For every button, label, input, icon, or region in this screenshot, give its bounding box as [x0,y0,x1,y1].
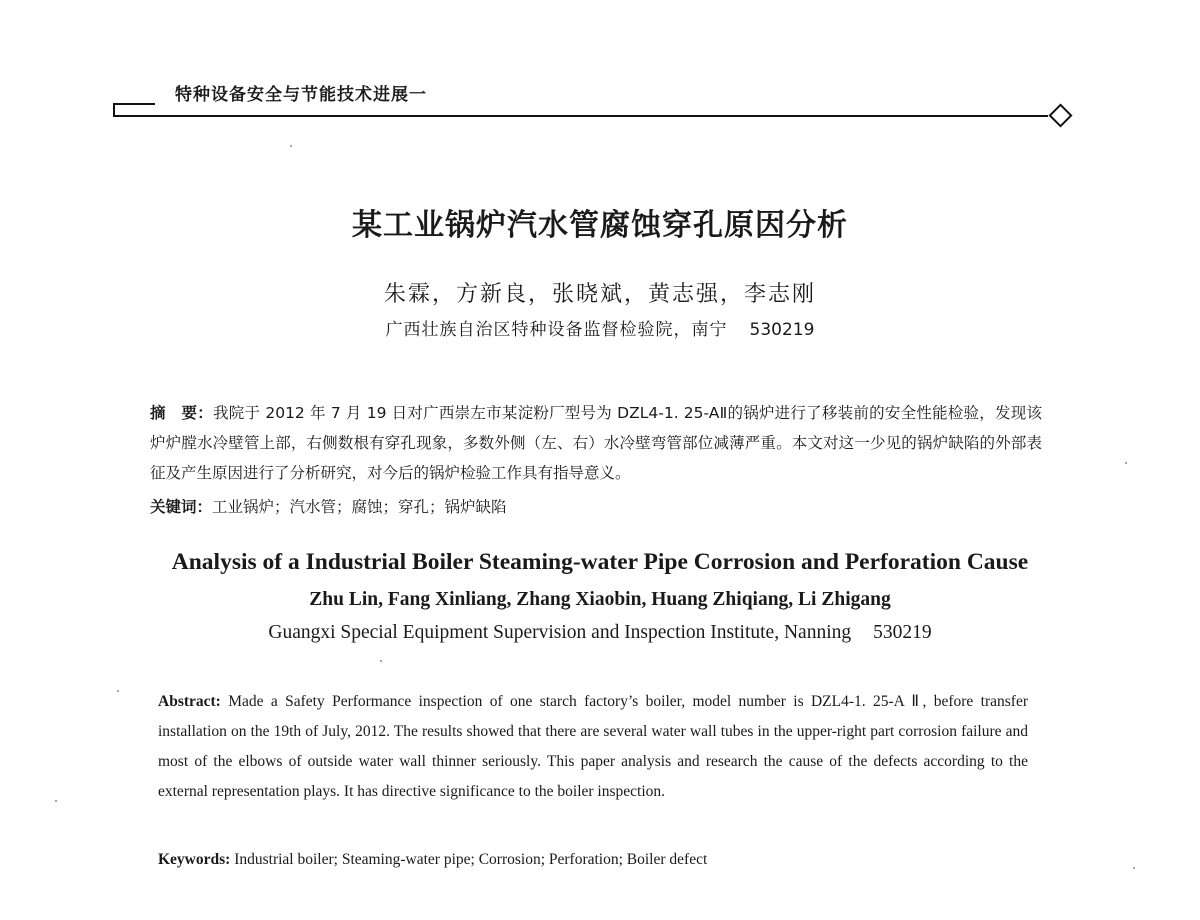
en-abstract [158,687,1028,807]
cn-abstract [150,398,1042,488]
scan-speck [290,145,292,147]
header-rule-left-cap [113,103,155,105]
cn-keywords-text: 工业锅炉；汽水管；腐蚀；穿孔；锅炉缺陷 [212,498,507,516]
cn-keywords [150,492,1042,522]
en-keywords-label: Keywords: [158,851,231,868]
en-keywords-text: Industrial boiler; Steaming-water pipe; Corrosion; Perforation; Boiler defect [230,851,708,868]
cn-postcode: 530219 [749,320,815,340]
scan-speck [380,660,382,662]
cn-keywords-label: 关键词： [150,498,213,516]
en-abstract-label: Abstract: [158,693,221,710]
scan-speck [1133,867,1135,869]
en-affiliation-text: Guangxi Special Equipment Supervision and Inspection Institute, Nanning [268,622,852,643]
cn-affiliation [0,315,1200,340]
diamond-ornament-icon [1048,103,1072,127]
cn-paper-title: 某工业锅炉汽水管腐蚀穿孔原因分析 [352,208,848,243]
en-authors: Zhu Lin, Fang Xinliang, Zhang Xiaobin, Huang Zhiqiang, Li Zhigang [309,589,891,610]
en-postcode: 530219 [873,622,932,643]
en-abstract-text: Made a Safety Performance inspection of one starch factory’s boiler, model number is DZL4-1. 25-A Ⅱ, before transfer installation on the 19th of July, 2012. The results showed that there are several water wall tubes in the upper-right part corrosion failure and most of the elbows of outside water wall thinner seriously. This paper analysis and research the cause of the defects according to the external representation plays. It has directive significance to the boiler inspection. [158,693,1028,800]
cn-abstract-label: 摘 要： [150,404,213,422]
cn-affiliation-text: 广西壮族自治区特种设备监督检验院，南宁 [385,320,728,340]
running-header: 特种设备安全与节能技术进展一 [175,85,427,105]
en-affiliation [0,622,1200,644]
header-rule [113,115,1048,117]
scan-speck [55,800,57,802]
cn-authors: 朱霖，方新良，张晓斌，黄志强，李志刚 [383,282,816,307]
scan-speck [117,690,119,692]
cn-abstract-text: 我院于 2012 年 7 月 19 日对广西崇左市某淀粉厂型号为 DZL4-1. 25-AⅡ的锅炉进行了移装前的安全性能检验，发现该炉炉膛水冷壁管上部，右侧数根有穿孔现象，多数外侧（左、右）水冷壁弯管部位减薄严重。本文对这一少见的锅炉缺陷的外部表征及产生原因进行了分析研究，对今后的锅炉检验工作具有指导意义。 [150,404,1042,482]
en-keywords [158,845,1028,875]
scan-speck [1125,462,1127,464]
en-paper-title: Analysis of a Industrial Boiler Steaming-water Pipe Corrosion and Perforation Cause [171,549,1029,575]
